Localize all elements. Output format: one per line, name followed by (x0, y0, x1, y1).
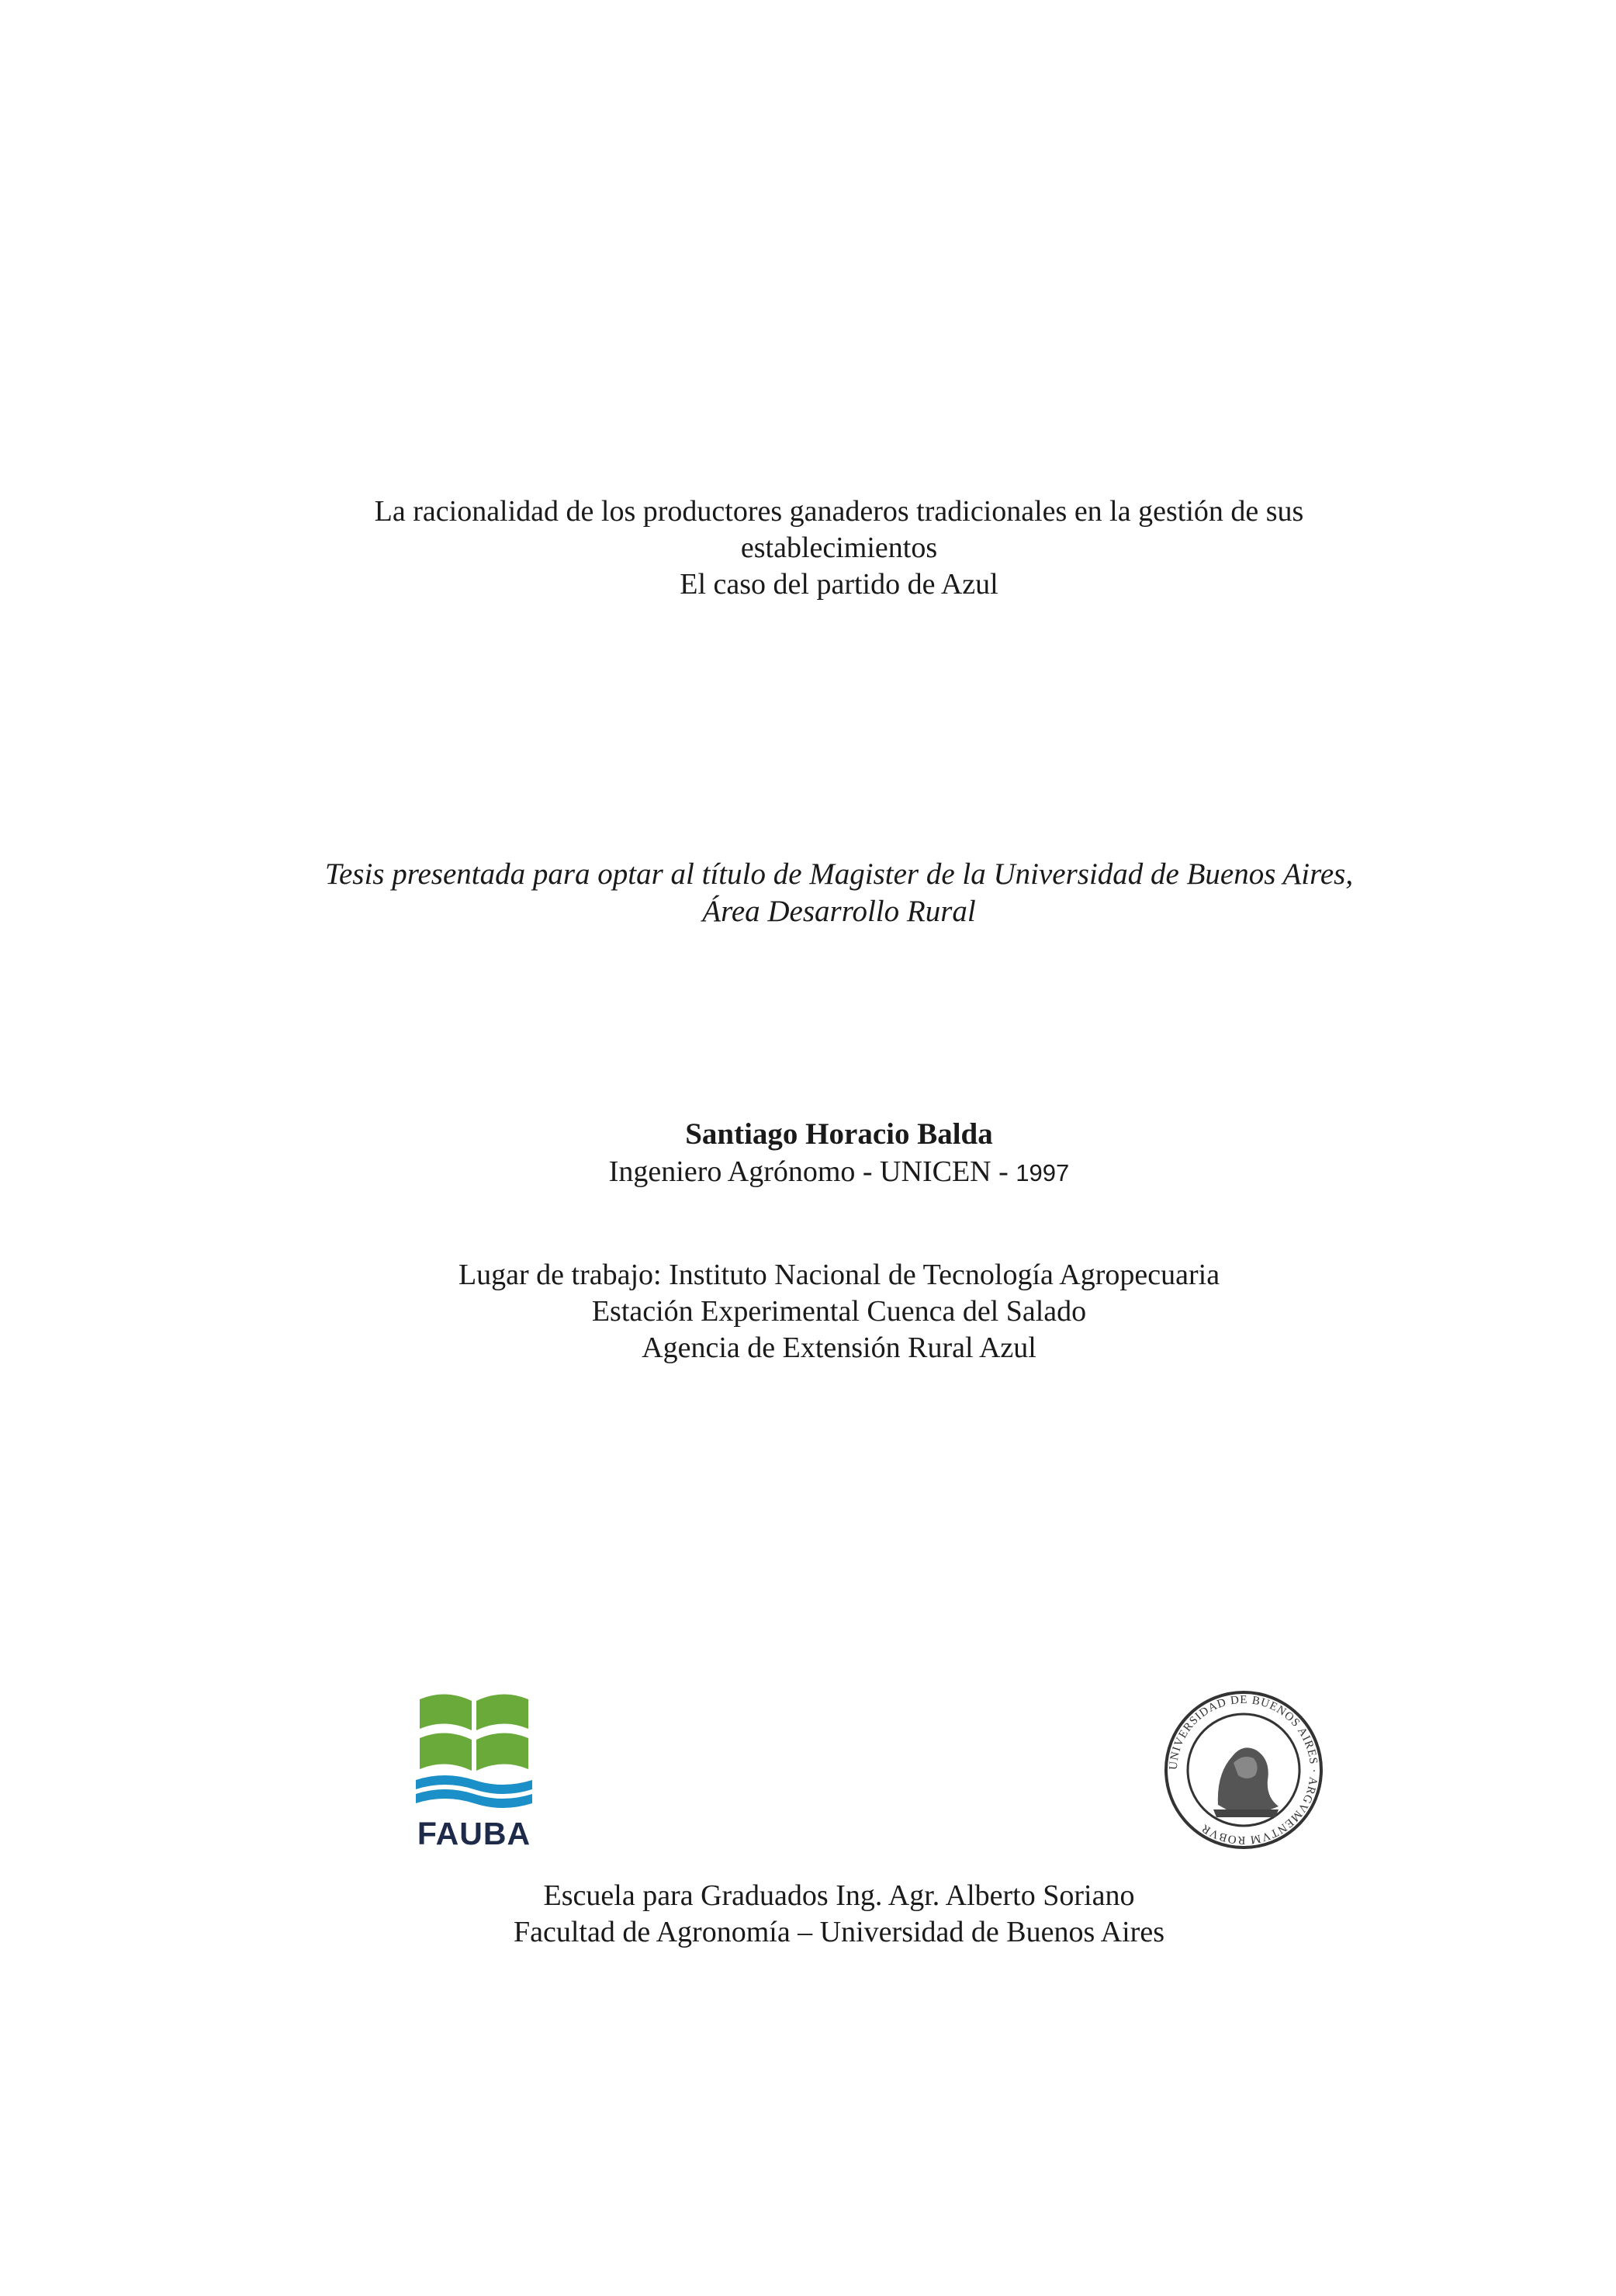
author-degree-year: 1997 (1016, 1159, 1070, 1186)
author-section (31, 1115, 1616, 1191)
workplace-line-1: Lugar de trabajo: Instituto Nacional de Tecnología Agropecuaria (458, 1259, 1220, 1291)
school-line-2: Facultad de Agronomía – Universidad de Buenos Aires (513, 1916, 1164, 1948)
thesis-title (31, 493, 1616, 603)
subtitle-line-2: Área Desarrollo Rural (702, 895, 976, 928)
author-name: Santiago Horacio Balda (685, 1117, 993, 1151)
title-line-1: La racionalidad de los productores ganaderos tradicionales en la gestión de sus (374, 495, 1304, 528)
svg-text:UNIVERSIDAD DE BUENOS AIRES ·: UNIVERSIDAD DE BUENOS AIRES · ARGVMENTVM ROBVR (1167, 1693, 1320, 1847)
workplace-line-2: Estación Experimental Cuenca del Salado (591, 1295, 1087, 1328)
workplace-line-3: Agencia de Extensión Rural Azul (642, 1332, 1036, 1364)
fauba-logo (416, 1693, 532, 1856)
title-line-3: El caso del partido de Azul (680, 568, 998, 601)
workplace-section (31, 1257, 1616, 1366)
thesis-subtitle (31, 856, 1616, 930)
uba-seal (1162, 1688, 1325, 1851)
author-degree-line (31, 1154, 1616, 1191)
school-line-1: Escuela para Graduados Ing. Agr. Alberto Soriano (543, 1879, 1135, 1912)
title-line-2: establecimientos (740, 532, 938, 564)
subtitle-line-1: Tesis presentada para optar al título de Magister de la Universidad de Buenos Aires, (324, 857, 1354, 891)
school-section (31, 1878, 1616, 1951)
author-degree: Ingeniero Agrónomo - UNICEN - (608, 1155, 1016, 1188)
fauba-leaves-water-icon (416, 1693, 532, 1817)
uba-seal-icon (1162, 1688, 1325, 1851)
fauba-logo-text: FAUBA (417, 1816, 531, 1851)
